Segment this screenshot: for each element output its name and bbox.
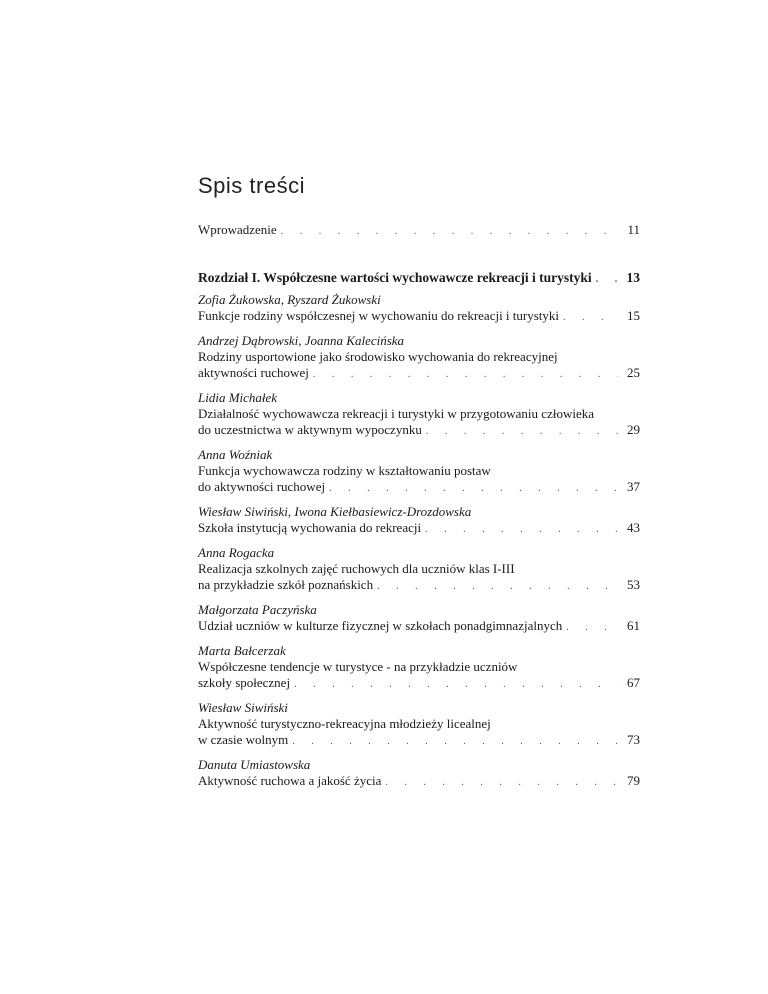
- toc-entry: [198, 602, 640, 636]
- dot-leader: [425, 522, 618, 538]
- toc-entry-author: Wiesław Siwiński: [198, 700, 288, 715]
- toc-entry-author: Małgorzata Paczyńska: [198, 602, 317, 617]
- toc-entry-title: Szkoła instytucją wychowania do rekreacji: [198, 520, 422, 535]
- toc-entry-list: [198, 292, 640, 791]
- entry-spacer: [198, 497, 640, 504]
- toc-line: [198, 222, 640, 240]
- toc-line: [198, 520, 640, 538]
- entry-spacer: [198, 538, 640, 545]
- toc-entry: [198, 504, 640, 538]
- toc-entry-title: Funkcje rodziny współczesnej w wychowaniu do rekreacji i turystyki: [198, 308, 560, 323]
- entry-spacer: [198, 383, 640, 390]
- toc-entry-author: Anna Woźniak: [198, 447, 273, 462]
- entry-spacer: [198, 693, 640, 700]
- toc-entry-title-line: Aktywność turystyczno-rekreacyjna młodzieży licealnej: [198, 716, 491, 731]
- toc-line: [198, 365, 640, 383]
- entry-spacer: [198, 595, 640, 602]
- toc-entry-title-line: Działalność wychowawcza rekreacji i turystyki w przygotowaniu człowieka: [198, 406, 594, 421]
- toc-entry-title: do uczestnictwa w aktywnym wypoczynku: [198, 422, 422, 437]
- toc-entry: [198, 757, 640, 791]
- toc-entry-title: na przykładzie szkół poznańskich: [198, 577, 374, 592]
- toc-page-number: 11: [627, 222, 640, 237]
- toc-intro: [198, 222, 640, 240]
- dot-leader: [313, 367, 618, 383]
- toc-entry-author: Zofia Żukowska, Ryszard Żukowski: [198, 292, 381, 307]
- toc-entry: [198, 643, 640, 693]
- table-of-contents: [198, 172, 640, 791]
- toc-page-number: 73: [627, 732, 640, 747]
- dot-leader: [566, 620, 618, 636]
- dot-leader: [596, 272, 618, 288]
- dot-leader: [329, 481, 618, 497]
- toc-page-number: 15: [627, 308, 640, 323]
- toc-entry-author: Danuta Umiastowska: [198, 757, 311, 772]
- entry-spacer: [198, 636, 640, 643]
- toc-page-number: 67: [627, 675, 640, 690]
- toc-line: [198, 479, 640, 497]
- entry-spacer: [198, 326, 640, 333]
- toc-line: [198, 422, 640, 440]
- toc-entry: [198, 545, 640, 595]
- dot-leader: [426, 424, 618, 440]
- toc-page-number: 43: [627, 520, 640, 535]
- entry-spacer: [198, 440, 640, 447]
- toc-entry-title: aktywności ruchowej: [198, 365, 309, 380]
- dot-leader: [563, 310, 618, 326]
- toc-entry-title: do aktywności ruchowej: [198, 479, 326, 494]
- toc-entry-title: Wprowadzenie: [198, 222, 277, 237]
- toc-line: [198, 675, 640, 693]
- toc-page-number: 79: [627, 773, 640, 788]
- toc-page-number: 13: [626, 270, 640, 285]
- toc-entry-title-line: Współczesne tendencje w turystyce - na przykładzie uczniów: [198, 659, 518, 674]
- toc-entry: [198, 447, 640, 497]
- dot-leader: [385, 775, 618, 791]
- toc-entry-author: Marta Bałcerzak: [198, 643, 286, 658]
- toc-entry: [198, 292, 640, 326]
- toc-line: [198, 618, 640, 636]
- toc-entry-title: szkoły społecznej: [198, 675, 291, 690]
- page-title: Spis treści: [198, 173, 305, 198]
- toc-entry-title-line: Funkcja wychowawcza rodziny w kształtowaniu postaw: [198, 463, 491, 478]
- dot-leader: [377, 579, 618, 595]
- toc-entry-title-line: Rodziny usportowione jako środowisko wychowania do rekreacyjnej: [198, 349, 558, 364]
- toc-entry: [198, 333, 640, 383]
- toc-page-number: 37: [627, 479, 640, 494]
- toc-entry: [198, 700, 640, 750]
- toc-page-number: 61: [627, 618, 640, 633]
- toc-page-number: 25: [627, 365, 640, 380]
- toc-line: [198, 308, 640, 326]
- toc-entry-title: Aktywność ruchowa a jakość życia: [198, 773, 382, 788]
- toc-page-number: 29: [627, 422, 640, 437]
- toc-line: [198, 270, 640, 288]
- toc-entry-author: Anna Rogacka: [198, 545, 275, 560]
- toc-entry-title: w czasie wolnym: [198, 732, 289, 747]
- toc-entry-title: Udział uczniów w kulturze fizycznej w szkołach ponadgimnazjalnych: [198, 618, 563, 633]
- dot-leader: [294, 677, 618, 693]
- toc-line: [198, 773, 640, 791]
- toc-chapter: [198, 270, 640, 288]
- toc-entry-author: Wiesław Siwiński, Iwona Kiełbasiewicz-Drozdowska: [198, 504, 472, 519]
- dot-leader: [292, 734, 618, 750]
- toc-line: [198, 577, 640, 595]
- toc-entry-author: Andrzej Dąbrowski, Joanna Kalecińska: [198, 333, 405, 348]
- dot-leader: [281, 224, 618, 240]
- toc-line: [198, 732, 640, 750]
- toc-page-number: 53: [627, 577, 640, 592]
- toc-entry-author: Lidia Michałek: [198, 390, 278, 405]
- entry-spacer: [198, 750, 640, 757]
- toc-entry: [198, 390, 640, 440]
- toc-entry-title-line: Realizacja szkolnych zajęć ruchowych dla uczniów klas I-III: [198, 561, 515, 576]
- chapter-title: Rozdział I. Współczesne wartości wychowawcze rekreacji i turystyki: [198, 270, 592, 285]
